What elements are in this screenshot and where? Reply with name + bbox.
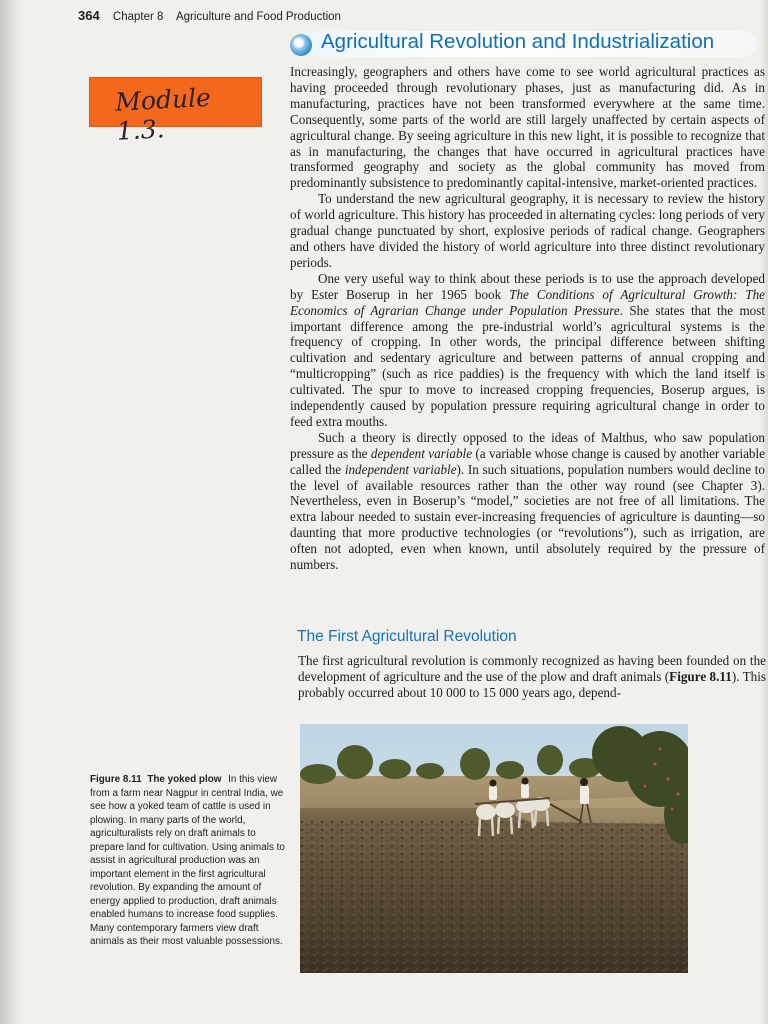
paragraph-4-text-c: ). In such situations, population numbers would decline to the level of available resources rather than the other way round (see Chapter 3). Nevertheless, even in Boserup’s “model,” societies are not free of all limitations. The extra labour needed to sustain ever-increasing frequencies of agriculture is daunting—so daunting that more productive technologies (or “revolutions”), such as irrigation, are often not adopted, even when known, until absolutely required by the pressure of numbers. (290, 461, 765, 573)
paragraph-3 (290, 271, 765, 430)
paragraph-2: To understand the new agricultural geography, it is necessary to review the history of world agriculture. This history has proceeded in alternating cycles: long periods of very gradual change punctuated by short, explosive periods of radical change. Geographers and others have divided the history of world agriculture into three distinct revolutionary periods. (290, 191, 765, 270)
paragraph-4-text-b: (a variable whose change is caused by another variable called the (290, 445, 765, 477)
subsection-title: The First Agricultural Revolution (297, 628, 517, 645)
subsection-paragraph (298, 653, 766, 701)
figure-photo (300, 724, 688, 973)
figure-label: Figure 8.11 (90, 774, 142, 785)
main-body (290, 64, 765, 573)
paragraph-1: Increasingly, geographers and others have come to see world agricultural practices as having proceeded through revolutionary phases, just as manufacturing did. As in manufacturing, practices have not been transformed everywhere at the same time. Consequently, some parts of the world are still largely unaffected by certain aspects of agricultural change. By seeing agriculture in this new light, it is possible to recognize that as in manufacturing, the changes that have occurred in agricultural practices have transformed geography and society as the global community has moved from predominantly subsistence to predominantly capital-intensive, market-oriented practices. (290, 64, 765, 191)
figure-caption (90, 773, 286, 949)
sticky-note (89, 77, 262, 146)
page-number: 364 (78, 8, 100, 23)
term-independent-variable: independent variable (344, 461, 457, 477)
subsection-text-cont: ). This probably occurred about 10 000 to 15 000 years ago, depend- (298, 668, 766, 700)
running-head (78, 8, 341, 23)
term-dependent-variable: dependent variable (370, 445, 473, 461)
paragraph-4 (290, 430, 765, 573)
chapter-title: Agriculture and Food Production (175, 11, 341, 23)
subsection-text: The first agricultural revolution is commonly recognized as having been founded on the development of agriculture and the use of the plow and draft animals ( (298, 653, 766, 684)
sticky-note-text: Module 1.3. (114, 82, 212, 146)
section-heading (290, 29, 760, 59)
section-title: Agricultural Revolution and Industrialization (321, 30, 715, 53)
book-gutter-shadow (0, 0, 24, 1024)
circle-bullet-icon (290, 34, 312, 56)
figure-title: The yoked plow (147, 774, 222, 785)
figure-caption-text: In this view from a farm near Nagpur in central India, we see how a yoked team of cattle is used in plowing. In many parts of the world, agriculturalists rely on draft animals to prepare land for cultivation. Using animals to assist in agricultural production was an important element in the first agricultural revolution. By expanding the amount of energy applied to production, draft animals enabled humans to increase food supplies. Many contemporary farmers view draft animals as their most valuable possessions. (90, 774, 285, 947)
book-title: The Conditions of Agricultural Growth: The Economics of Agrarian Change under Population Pressure (290, 286, 765, 318)
yoked-plow-photo (300, 724, 688, 973)
paragraph-4-text: Such a theory is directly opposed to the ideas of Malthus, who saw population pressure as the (290, 429, 765, 461)
chapter-label: Chapter 8 (112, 11, 164, 23)
subsection-body (298, 653, 766, 701)
paragraph-3-text: One very useful way to think about these periods is to use the approach developed by Ester Boserup in her 1965 book (290, 270, 765, 302)
figure-reference: Figure 8.11 (669, 668, 732, 684)
paragraph-3-text-cont: . She states that the most important difference among the pre-industrial world’s agricultural systems is the frequency of cropping. In other words, the principal difference between shifting cultivation and sedentary agriculture and between patterns of annual cropping and “multicropping” (such as rice paddies) is the frequency with which the land itself is cultivated. The spur to move to increased cropping frequencies, Boserup argues, is independently caused by population pressure requiring agricultural change in order to feed extra mouths. (290, 302, 766, 429)
